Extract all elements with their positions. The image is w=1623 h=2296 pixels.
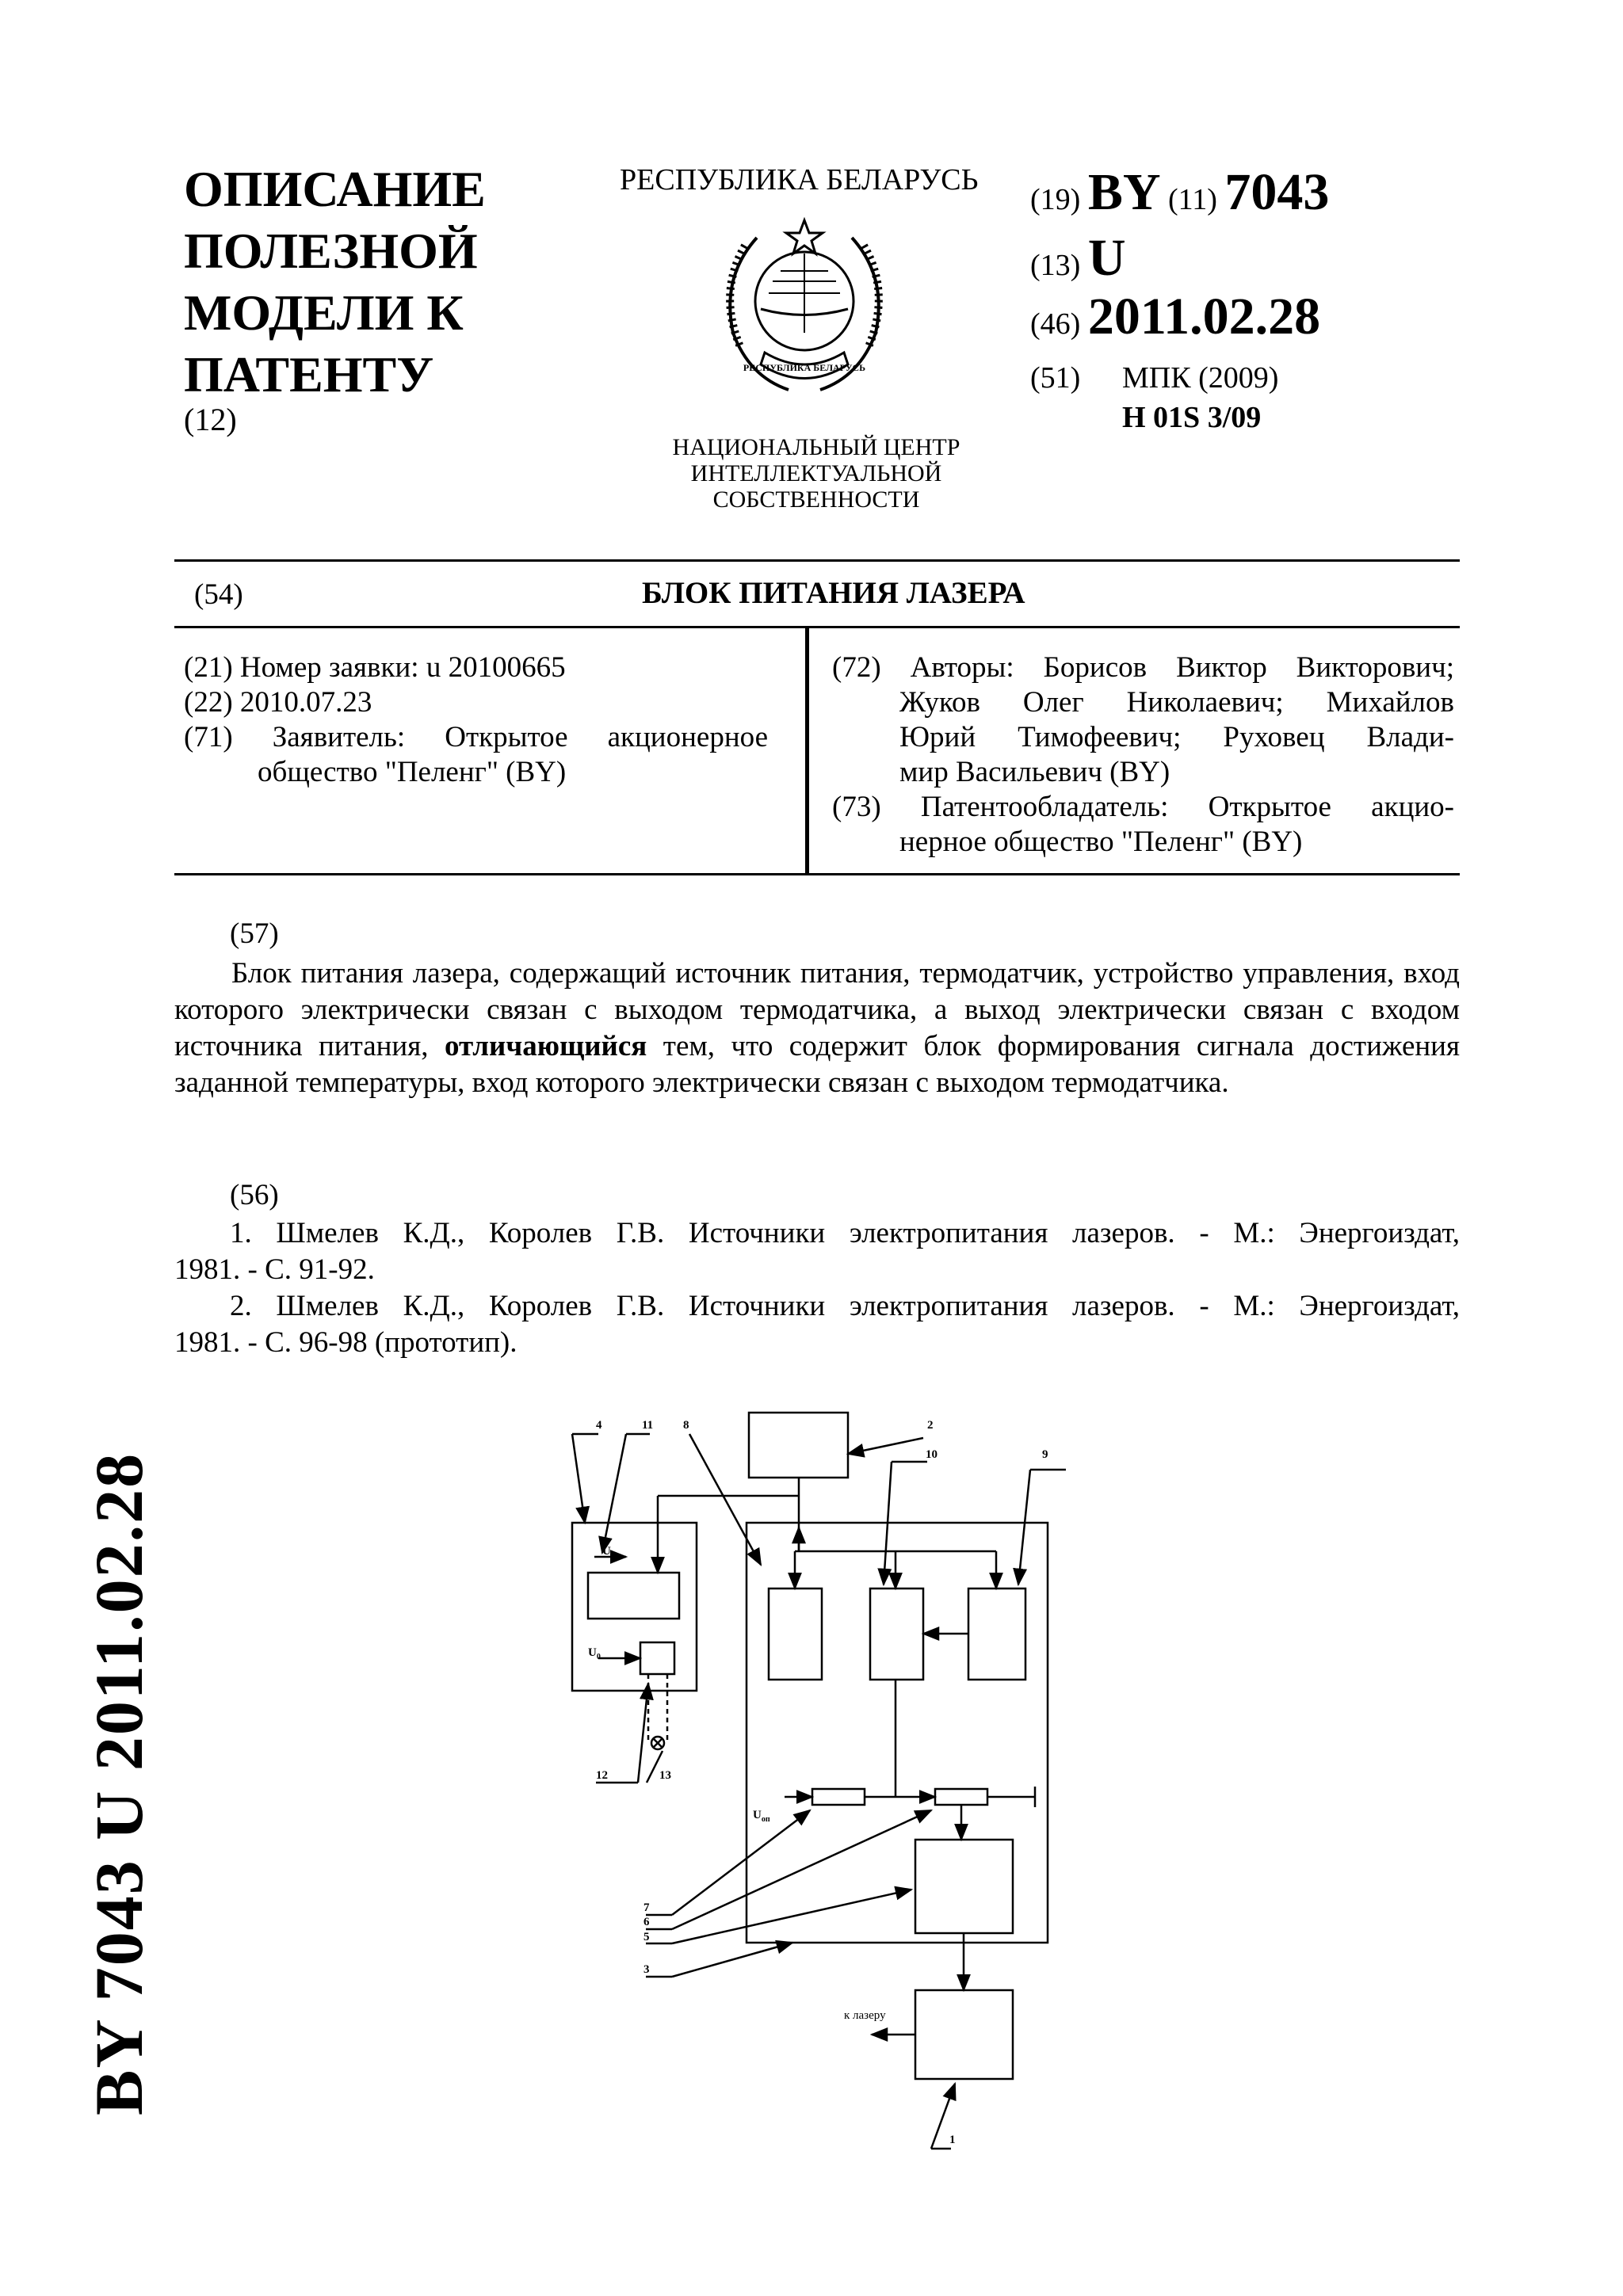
code-46: (46)	[1030, 307, 1081, 341]
block-4	[572, 1523, 697, 1691]
code-56: (56)	[230, 1179, 279, 1211]
country-code: BY	[1087, 163, 1161, 221]
abstract-keyword: отличающийся	[445, 1030, 647, 1062]
authors-line-3: Юрий Тимофеевич; Руховец Влади-	[899, 721, 1454, 753]
label-11: 11	[642, 1419, 654, 1432]
reference-2-line-1: 2. Шмелев К.Д., Королев Г.В. Источники электропитания лазеров. - М.: Энергоиздат,	[230, 1290, 1460, 1322]
center-line: ИНТЕЛЛЕКТУАЛЬНОЙ	[690, 460, 942, 486]
label-1: 1	[949, 2134, 956, 2146]
authors-line-4: мир Васильевич (BY)	[899, 756, 1170, 788]
title-line: МОДЕЛИ К	[184, 284, 464, 341]
u0-label: $U_0$	[588, 1646, 601, 1661]
code-57: (57)	[230, 917, 279, 950]
block-9	[968, 1589, 1025, 1680]
label-4: 4	[596, 1419, 602, 1432]
u-on-label-bottom: $U_{оп}$	[753, 1809, 770, 1824]
ipc-label: МПК (2009)	[1122, 361, 1279, 395]
utility-model-title: БЛОК ПИТАНИЯ ЛАЗЕРА	[642, 576, 1025, 610]
applicant-line-1: (71) Заявитель: Открытое акционерное	[184, 721, 768, 753]
center-line: НАЦИОНАЛЬНЫЙ ЦЕНТР	[672, 434, 960, 460]
publication-date: 2011.02.28	[1087, 288, 1321, 345]
label-8: 8	[683, 1419, 689, 1432]
to-laser-label: к лазеру	[844, 2009, 886, 2022]
label-12: 12	[596, 1769, 608, 1782]
block-11	[588, 1573, 679, 1619]
block-8	[769, 1589, 822, 1680]
block-7	[812, 1789, 865, 1805]
code-19: (19)	[1030, 183, 1081, 216]
title-line: ПОЛЕЗНОЙ	[184, 223, 478, 279]
u-on-label-top: $U_{оп}$	[602, 1545, 620, 1560]
document-kind: U	[1087, 229, 1126, 287]
label-9: 9	[1042, 1448, 1048, 1461]
block-2	[749, 1413, 848, 1478]
label-13: 13	[659, 1769, 671, 1782]
block-3	[747, 1523, 1048, 1943]
authors-line-2: Жуков Олег Николаевич; Михайлов	[899, 686, 1454, 719]
title-line: ПАТЕНТУ	[184, 346, 434, 402]
ipc-value: H 01S 3/09	[1122, 401, 1262, 434]
block-12	[640, 1642, 674, 1674]
application-number: (21) Номер заявки: u 20100665	[184, 651, 566, 684]
emblem-ribbon-text: РЕСПУБЛИКА БЕЛАРУСЬ	[743, 362, 866, 373]
title-line: ОПИСАНИЕ	[184, 161, 486, 217]
block-5	[915, 1840, 1013, 1933]
authors-line-1: (72) Авторы: Борисов Виктор Викторович;	[832, 651, 1454, 684]
patentee-line-1: (73) Патентообладатель: Открытое акцио-	[832, 791, 1454, 823]
reference-1-line-2: 1981. - С. 91-92.	[174, 1253, 375, 1286]
code-11: (11)	[1168, 183, 1217, 216]
code-54: (54)	[194, 578, 243, 611]
applicant-line-2: общество "Пеленг" (BY)	[258, 756, 567, 788]
republic-label: РЕСПУБЛИКА БЕЛАРУСЬ	[620, 163, 979, 196]
document-number: 7043	[1224, 163, 1330, 221]
reference-1-line-1: 1. Шмелев К.Д., Королев Г.В. Источники электропитания лазеров. - М.: Энергоиздат,	[230, 1217, 1460, 1249]
abstract-text-end: тем, что содержит блок формирования сигнала достижения заданной температуры, вход которого электрически связан с выходом термодатчика.	[174, 1030, 1460, 1099]
label-5: 5	[643, 1931, 650, 1943]
reference-2-line-2: 1981. - С. 96-98 (прототип).	[174, 1326, 517, 1359]
label-6: 6	[643, 1916, 650, 1928]
patentee-line-2: нерное общество "Пеленг" (BY)	[899, 826, 1303, 858]
code-51: (51)	[1030, 361, 1081, 395]
label-10: 10	[926, 1448, 938, 1461]
label-3: 3	[643, 1963, 650, 1976]
side-document-id: BY 7043 U 2011.02.28	[81, 1451, 157, 2115]
filing-date: (22) 2010.07.23	[184, 686, 372, 719]
block-10	[870, 1589, 923, 1680]
label-2: 2	[927, 1419, 934, 1432]
code-13: (13)	[1030, 249, 1081, 282]
block-1	[915, 1990, 1013, 2079]
center-line: СОБСТВЕННОСТИ	[712, 486, 920, 513]
abstract-text-start: Блок питания лазера, содержащий источник питания, термодатчик, устройство управления, вход которого электрически связан с выходом термодатчика, а выход электрически связан с входом источника питания,	[174, 957, 1460, 1062]
block-6	[935, 1789, 987, 1805]
label-7: 7	[643, 1901, 650, 1914]
code-12: (12)	[184, 402, 237, 437]
